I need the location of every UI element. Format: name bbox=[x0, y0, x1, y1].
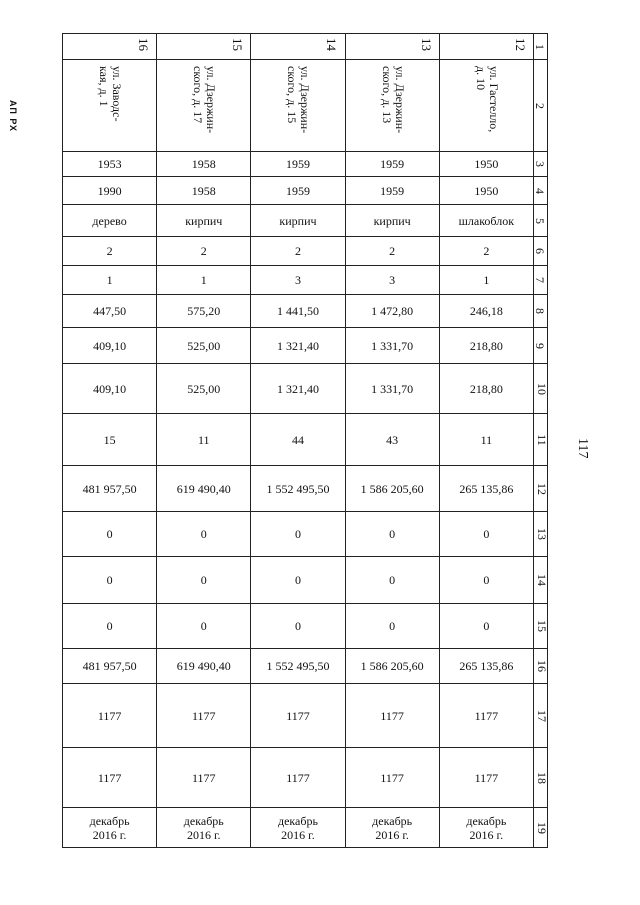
row-number: 4 bbox=[533, 187, 548, 194]
date-line: 2016 г. bbox=[92, 827, 127, 842]
data-cell: 1 586 205,60 bbox=[345, 649, 439, 684]
column-index-cell bbox=[63, 34, 157, 60]
data-cell: 1177 bbox=[439, 748, 533, 808]
data-cell: 0 bbox=[63, 557, 157, 604]
data-cell: 1 bbox=[157, 266, 251, 295]
address-line: ул. Дзержин- bbox=[392, 66, 407, 134]
data-cell: 409,10 bbox=[63, 364, 157, 414]
column-index-cell bbox=[157, 34, 251, 60]
address-line: ского, д. 17 bbox=[191, 66, 206, 124]
row-number: 17 bbox=[534, 709, 549, 722]
data-cell: 265 135,86 bbox=[439, 466, 533, 512]
data-cell: 0 bbox=[251, 557, 345, 604]
date-line: 2016 г. bbox=[281, 827, 315, 842]
column-index: 12 bbox=[512, 38, 528, 51]
date-line: 2016 г. bbox=[469, 827, 504, 842]
data-cell: 1 331,70 bbox=[345, 364, 439, 414]
column-index-cell bbox=[251, 34, 345, 60]
table-row bbox=[63, 466, 548, 512]
data-cell: 1 552 495,50 bbox=[251, 466, 345, 512]
address-line: ул. Дзержин- bbox=[298, 66, 313, 134]
row-number-cell bbox=[533, 60, 547, 152]
data-cell: 1959 bbox=[251, 152, 345, 177]
data-cell: 1950 bbox=[439, 152, 533, 177]
data-cell: 619 490,40 bbox=[157, 466, 251, 512]
address-line: ул. Гастелло, bbox=[486, 66, 501, 133]
table-row bbox=[63, 237, 548, 266]
data-cell: 1959 bbox=[251, 177, 345, 205]
date-line: декабрь bbox=[89, 813, 130, 828]
row-number-cell bbox=[533, 328, 547, 364]
row-number: 13 bbox=[534, 528, 549, 540]
row-number-cell bbox=[533, 414, 547, 466]
table-row bbox=[63, 748, 548, 808]
data-cell: 0 bbox=[439, 512, 533, 557]
data-cell: кирпич bbox=[157, 205, 251, 237]
row-number-cell bbox=[533, 512, 547, 557]
table-row bbox=[63, 808, 548, 848]
data-cell: 1 bbox=[63, 266, 157, 295]
row-number: 15 bbox=[534, 620, 549, 632]
data-cell: 0 bbox=[345, 557, 439, 604]
data-cell: 218,80 bbox=[439, 328, 533, 364]
table-row bbox=[63, 205, 548, 237]
data-cell: 619 490,40 bbox=[157, 649, 251, 684]
data-cell: 265 135,86 bbox=[439, 649, 533, 684]
table-row bbox=[63, 414, 548, 466]
row-number-cell bbox=[533, 364, 547, 414]
row-number: 12 bbox=[534, 482, 549, 495]
data-cell: 2 bbox=[439, 237, 533, 266]
row-number: 5 bbox=[533, 217, 548, 224]
table-row bbox=[63, 512, 548, 557]
row-number: 8 bbox=[533, 308, 548, 314]
row-number-cell bbox=[533, 237, 547, 266]
data-cell: 1 552 495,50 bbox=[251, 649, 345, 684]
row-number-cell bbox=[533, 649, 547, 684]
row-number-cell bbox=[533, 466, 547, 512]
data-cell: 11 bbox=[157, 414, 251, 466]
data-cell: 44 bbox=[251, 414, 345, 466]
address-line: кая, д. 1 bbox=[97, 66, 111, 107]
table-row bbox=[63, 604, 548, 649]
data-cell: 0 bbox=[439, 557, 533, 604]
date-cell bbox=[345, 808, 439, 848]
data-cell: 1 321,40 bbox=[251, 328, 345, 364]
row-number-cell bbox=[533, 808, 547, 848]
data-cell: 481 957,50 bbox=[63, 649, 157, 684]
data-cell: 0 bbox=[63, 512, 157, 557]
table-row bbox=[63, 684, 548, 748]
table-row bbox=[63, 295, 548, 328]
column-index-cell bbox=[345, 34, 439, 60]
data-cell: 1990 bbox=[63, 177, 157, 205]
data-cell: 0 bbox=[157, 604, 251, 649]
data-cell: 2 bbox=[345, 237, 439, 266]
column-index-cell bbox=[439, 34, 533, 60]
data-cell: 1177 bbox=[345, 748, 439, 808]
row-number: 2 bbox=[533, 102, 548, 109]
data-cell: 0 bbox=[63, 604, 157, 649]
data-cell: 1177 bbox=[251, 684, 345, 748]
address-cell bbox=[63, 60, 157, 152]
data-cell: 1 586 205,60 bbox=[345, 466, 439, 512]
row-number-cell bbox=[533, 557, 547, 604]
data-cell: дерево bbox=[63, 205, 157, 237]
data-cell: 0 bbox=[345, 512, 439, 557]
data-cell: 43 bbox=[345, 414, 439, 466]
row-number-cell bbox=[533, 152, 547, 177]
row-number: 10 bbox=[534, 382, 549, 395]
data-cell: 1953 bbox=[63, 152, 157, 177]
data-cell: 1958 bbox=[157, 177, 251, 205]
data-cell: 0 bbox=[345, 604, 439, 649]
data-cell: 409,10 bbox=[63, 328, 157, 364]
data-cell: 1177 bbox=[157, 684, 251, 748]
data-cell: 1 321,40 bbox=[251, 364, 345, 414]
address-line: ского, д. 13 bbox=[379, 66, 394, 124]
address-cell bbox=[439, 60, 533, 152]
row-number: 14 bbox=[534, 574, 549, 586]
row-number: 19 bbox=[534, 821, 549, 834]
data-cell: 575,20 bbox=[157, 295, 251, 328]
data-cell: 1959 bbox=[345, 152, 439, 177]
data-cell: 15 bbox=[63, 414, 157, 466]
address-line: ского, д. 15 bbox=[285, 66, 300, 124]
date-line: 2016 г. bbox=[375, 827, 409, 842]
column-index: 15 bbox=[230, 38, 246, 51]
housing-table bbox=[62, 33, 548, 848]
page-number: 117 bbox=[575, 438, 590, 459]
data-cell: 1 472,80 bbox=[345, 295, 439, 328]
date-line: декабрь bbox=[466, 813, 507, 828]
data-cell: 0 bbox=[439, 604, 533, 649]
data-cell: 1177 bbox=[63, 684, 157, 748]
data-cell: шлакоблок bbox=[439, 205, 533, 237]
date-line: 2016 г. bbox=[186, 827, 221, 842]
data-cell: 1177 bbox=[345, 684, 439, 748]
table-row bbox=[63, 649, 548, 684]
data-cell: 218,80 bbox=[439, 364, 533, 414]
date-line: декабрь bbox=[372, 813, 413, 828]
data-cell: 1 441,50 bbox=[251, 295, 345, 328]
data-cell: 481 957,50 bbox=[63, 466, 157, 512]
column-index: 14 bbox=[324, 38, 340, 51]
row-number: 1 bbox=[533, 43, 548, 50]
row-number-cell bbox=[533, 34, 547, 60]
address-line: ул. Заводс- bbox=[110, 66, 124, 122]
row-number-cell bbox=[533, 748, 547, 808]
table-row bbox=[63, 557, 548, 604]
data-cell: 1177 bbox=[157, 748, 251, 808]
date-line: декабрь bbox=[277, 813, 318, 828]
row-number: 16 bbox=[534, 660, 549, 672]
address-cell bbox=[157, 60, 251, 152]
table-row bbox=[63, 364, 548, 414]
date-cell bbox=[439, 808, 533, 848]
date-cell bbox=[63, 808, 157, 848]
row-number: 9 bbox=[533, 342, 548, 349]
address-line: ул. Дзержин- bbox=[204, 66, 219, 134]
row-number-cell bbox=[533, 205, 547, 237]
column-index: 13 bbox=[418, 38, 434, 51]
row-number-cell bbox=[533, 295, 547, 328]
table-row bbox=[63, 177, 548, 205]
row-number-cell bbox=[533, 266, 547, 295]
data-cell: 3 bbox=[251, 266, 345, 295]
address-line: д. 10 bbox=[473, 66, 488, 91]
data-cell: 246,18 bbox=[439, 295, 533, 328]
row-number-cell bbox=[533, 684, 547, 748]
data-cell: 2 bbox=[251, 237, 345, 266]
table-row bbox=[63, 152, 548, 177]
data-cell: 11 bbox=[439, 414, 533, 466]
data-cell: 1958 bbox=[157, 152, 251, 177]
table-row bbox=[63, 266, 548, 295]
data-cell: 0 bbox=[157, 512, 251, 557]
data-cell: 1950 bbox=[439, 177, 533, 205]
data-cell: 0 bbox=[157, 557, 251, 604]
row-number-cell bbox=[533, 177, 547, 205]
data-cell: 525,00 bbox=[157, 364, 251, 414]
address-cell bbox=[251, 60, 345, 152]
row-number: 3 bbox=[533, 161, 548, 167]
data-cell: 447,50 bbox=[63, 295, 157, 328]
archive-stamp: АП РХ bbox=[8, 100, 18, 133]
table-row bbox=[63, 328, 548, 364]
column-index: 16 bbox=[136, 38, 151, 51]
date-line: декабрь bbox=[183, 813, 224, 828]
data-cell: 3 bbox=[345, 266, 439, 295]
row-number: 6 bbox=[533, 248, 548, 254]
date-cell bbox=[157, 808, 251, 848]
data-cell: 1177 bbox=[63, 748, 157, 808]
row-number: 7 bbox=[533, 277, 548, 283]
data-cell: 525,00 bbox=[157, 328, 251, 364]
data-cell: 1177 bbox=[439, 684, 533, 748]
data-cell: кирпич bbox=[251, 205, 345, 237]
data-cell: 0 bbox=[251, 604, 345, 649]
data-cell: 1 bbox=[439, 266, 533, 295]
row-number: 18 bbox=[534, 771, 549, 784]
data-cell: 1959 bbox=[345, 177, 439, 205]
row-number: 11 bbox=[534, 433, 549, 446]
data-cell: 2 bbox=[63, 237, 157, 266]
data-cell: 1 331,70 bbox=[345, 328, 439, 364]
table-row bbox=[63, 60, 548, 152]
row-number-cell bbox=[533, 604, 547, 649]
data-cell: 0 bbox=[251, 512, 345, 557]
address-cell bbox=[345, 60, 439, 152]
date-cell bbox=[251, 808, 345, 848]
data-cell: кирпич bbox=[345, 205, 439, 237]
data-cell: 2 bbox=[157, 237, 251, 266]
table-row bbox=[63, 34, 548, 60]
data-cell: 1177 bbox=[251, 748, 345, 808]
